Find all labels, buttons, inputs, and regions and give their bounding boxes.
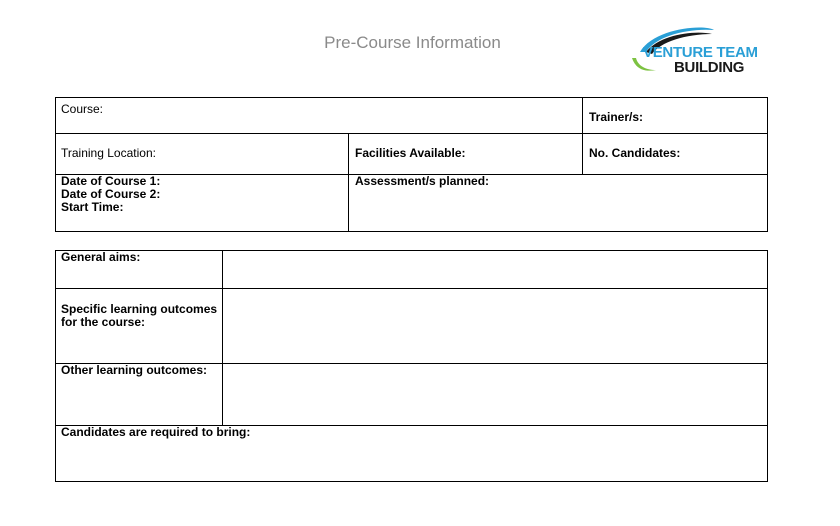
training-location-label: Training Location:	[61, 146, 156, 160]
specific-outcomes-label-line1: Specific learning outcomes	[61, 302, 218, 316]
assessment-planned-label: Assessment/s planned:	[355, 174, 490, 188]
start-time-label: Start Time:	[61, 200, 124, 214]
general-aims-label: General aims:	[61, 250, 141, 264]
other-outcomes-label: Other learning outcomes:	[61, 363, 208, 377]
trainer-label: Trainer/s:	[589, 110, 644, 124]
no-candidates-label: No. Candidates:	[589, 146, 681, 160]
date-of-course-2-label: Date of Course 2:	[61, 187, 161, 201]
logo-text-line1: VENTURE TEAM	[643, 44, 758, 61]
page-title: Pre-Course Information	[324, 33, 501, 52]
candidates-bring-label: Candidates are required to bring:	[61, 425, 251, 439]
specific-outcomes-label-line2: for the course:	[61, 315, 146, 329]
table1-border	[55, 97, 768, 232]
table1-divider	[582, 97, 583, 174]
table1-divider	[55, 133, 768, 134]
venture-team-building-logo	[626, 22, 776, 82]
table1-divider	[348, 133, 349, 232]
logo-text-line2: BUILDING	[674, 59, 745, 76]
table2-divider	[222, 250, 223, 425]
facilities-available-label: Facilities Available:	[355, 146, 466, 160]
table2-divider	[55, 288, 768, 289]
date-of-course-1-label: Date of Course 1:	[61, 174, 161, 188]
course-label: Course:	[61, 102, 104, 116]
